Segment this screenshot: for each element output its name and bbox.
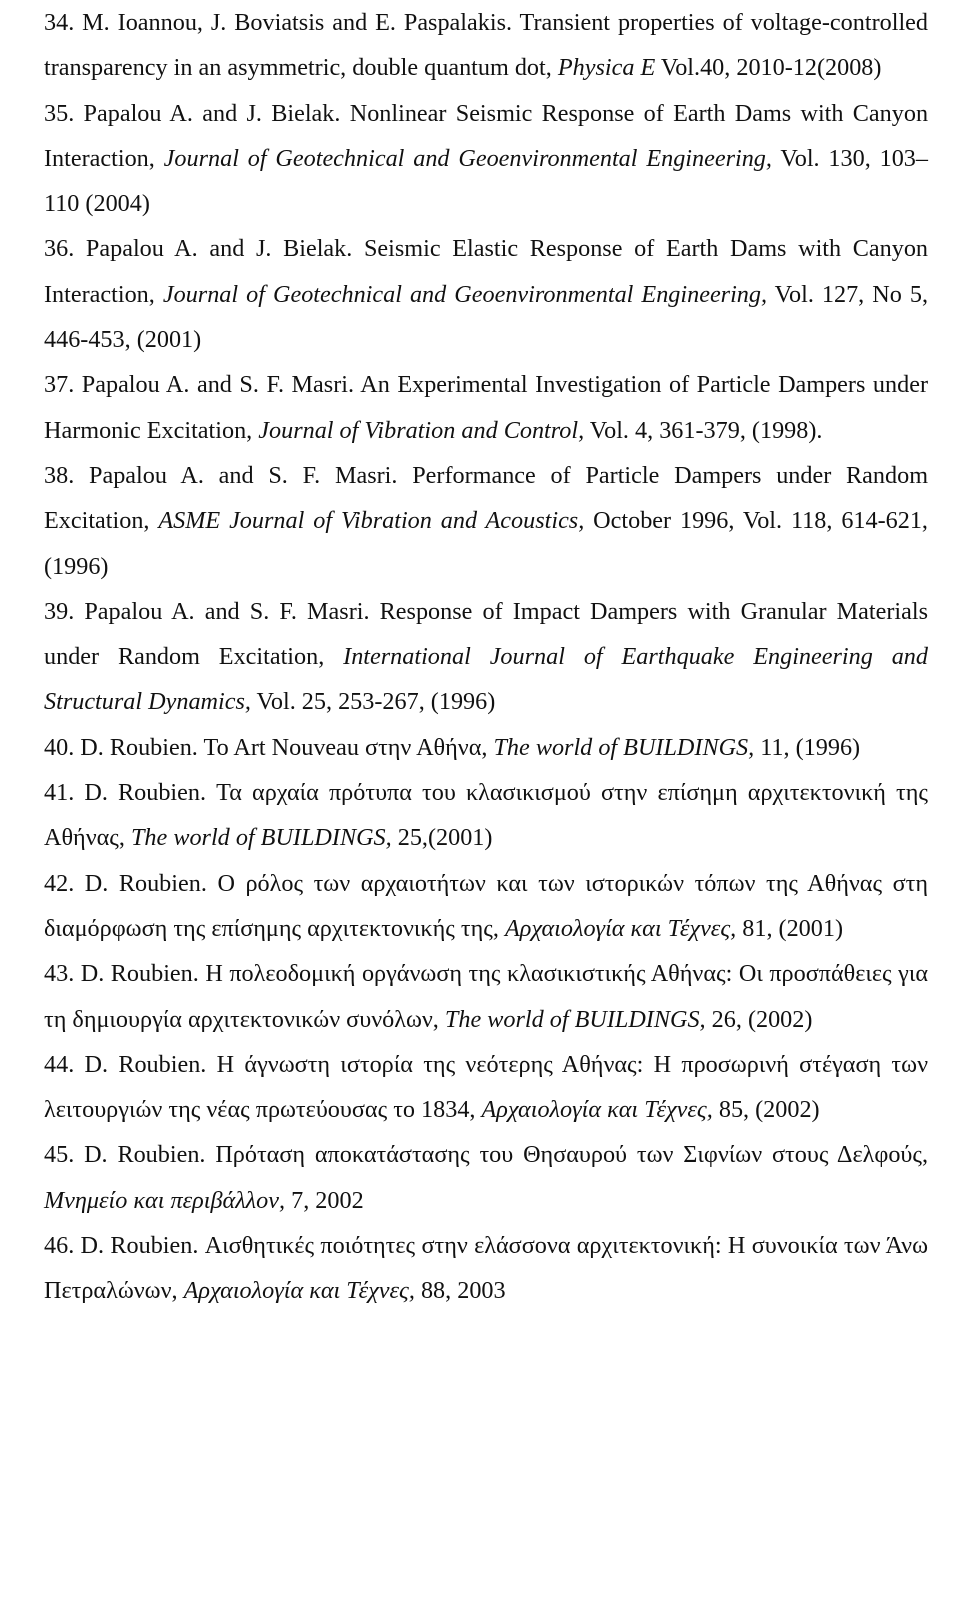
reference-text — [44, 362, 928, 453]
reference-number: 34. — [44, 9, 75, 36]
reference-number: 35. — [44, 99, 75, 127]
reference-authors: Papalou A. and S. F. Masri. — [89, 461, 398, 489]
reference-text — [44, 725, 928, 770]
reference-authors: D. Roubien. — [84, 1141, 206, 1169]
reference-journal: Journal of Geotechnical and Geoenvironmental Engineering, — [162, 280, 768, 308]
reference-number: 42. — [44, 869, 75, 897]
reference-number: 43. — [44, 960, 75, 988]
reference-entry — [44, 951, 928, 1042]
reference-title: Η πολεοδομική οργάνωση της κλασικιστικής Αθήνας: Οι προσπάθειες για τη δημιουργία αρχιτεκτονικών συνόλων, — [44, 960, 929, 1033]
reference-journal: The world of BUILDINGS, — [130, 824, 392, 852]
reference-journal: Journal of Geotechnical and Geoenvironmental Engineering, — [163, 144, 772, 172]
reference-authors: Papalou A. and J. Bielak. — [83, 99, 341, 127]
reference-text — [44, 1223, 928, 1314]
reference-number: 44. — [44, 1050, 75, 1078]
reference-number: 40. — [44, 733, 75, 761]
reference-entry — [44, 0, 928, 91]
reference-title: Nonlinear Seismic Response of Earth Dams with Canyon Interaction, — [44, 99, 929, 172]
reference-details: Vol. 25, 253-267, (1996) — [256, 688, 496, 716]
reference-number: 38. — [44, 461, 75, 489]
reference-title: Transient properties of voltage-controlled transparency in an asymmetric, double quantum dot, — [44, 9, 928, 82]
reference-text — [44, 1132, 928, 1223]
reference-entry — [44, 589, 928, 725]
reference-journal: Αρχαιολογία και Τέχνες, — [481, 1096, 713, 1124]
reference-details: 81, (2001) — [742, 914, 844, 942]
reference-number: 46. — [44, 1232, 75, 1260]
reference-text — [44, 589, 928, 725]
reference-title: Response of Impact Dampers with Granular Materials under Random Excitation, — [44, 597, 929, 671]
reference-journal: Αρχαιολογία και Τέχνες, — [183, 1277, 415, 1305]
reference-entry — [44, 1223, 928, 1314]
reference-authors: D. Roubien. — [80, 960, 199, 988]
reference-details: Vol.40, 2010-12(2008) — [660, 54, 882, 82]
reference-journal: Μνημείο και περιβάλλον, — [44, 1186, 286, 1214]
reference-title: Τα αρχαία πρότυπα του κλασικισμού στην επίσημη αρχιτεκτονική της Αθήνας, — [44, 779, 928, 852]
reference-title: Αισθητικές ποιότητες στην ελάσσονα αρχιτεκτονική: Η συνοικία των Άνω Πετραλώνων, — [44, 1232, 929, 1305]
reference-list — [44, 0, 928, 1314]
reference-text — [44, 861, 928, 952]
reference-entry — [44, 91, 928, 227]
reference-journal: International Journal of Earthquake Engineering and Structural Dynamics, — [44, 643, 928, 716]
reference-text — [44, 770, 928, 861]
reference-number: 36. — [44, 235, 75, 263]
reference-number: 37. — [44, 371, 75, 399]
reference-authors: Papalou A. and J. Bielak. — [85, 235, 353, 263]
reference-details: 26, (2002) — [711, 1005, 813, 1033]
reference-text — [44, 951, 928, 1042]
reference-details: 88, 2003 — [420, 1277, 506, 1305]
reference-journal: The world of BUILDINGS, — [444, 1005, 706, 1033]
reference-authors: Papalou A. and S. F. Masri. — [81, 371, 355, 399]
reference-entry — [44, 453, 928, 589]
reference-entry — [44, 362, 928, 453]
reference-number: 45. — [44, 1141, 75, 1169]
reference-details: Vol. 127, No 5, 446-453, (2001) — [44, 280, 928, 354]
reference-journal: ASME Journal of Vibration and Acoustics, — [158, 507, 585, 535]
reference-text — [44, 1042, 928, 1133]
reference-entry — [44, 725, 928, 770]
reference-authors: D. Roubien. — [80, 1232, 199, 1260]
reference-journal: Αρχαιολογία και Τέχνες, — [504, 914, 737, 942]
reference-title: Πρόταση αποκατάστασης του Θησαυρού των Σιφνίων στους Δελφούς, — [215, 1141, 929, 1169]
reference-entry — [44, 226, 928, 362]
reference-text — [44, 0, 928, 91]
reference-title: Seismic Elastic Response of Earth Dams with Canyon Interaction, — [44, 235, 929, 308]
reference-text — [44, 226, 928, 362]
reference-title: An Experimental Investigation of Particle Dampers under Harmonic Excitation, — [44, 371, 928, 444]
reference-authors: D. Roubien. — [84, 779, 207, 807]
reference-authors: Papalou A. and S. F. Masri. — [84, 597, 370, 625]
reference-entry — [44, 1132, 928, 1223]
reference-authors: D. Roubien. — [80, 733, 198, 761]
reference-entry — [44, 1042, 928, 1133]
reference-title: To Art Nouveau στην Αθήνα, — [203, 733, 488, 761]
reference-journal: The world of BUILDINGS, — [493, 733, 755, 761]
reference-authors: D. Roubien. — [84, 1050, 207, 1078]
reference-text — [44, 91, 928, 227]
reference-number: 39. — [44, 597, 75, 625]
reference-details: Vol. 4, 361-379, (1998). — [589, 416, 823, 444]
reference-authors: M. Ioannou, J. Boviatsis and E. Paspalakis. — [82, 9, 513, 36]
reference-details: 7, 2002 — [291, 1186, 364, 1214]
reference-number: 41. — [44, 779, 75, 807]
reference-authors: D. Roubien. — [84, 869, 207, 897]
reference-title: Ο ρόλος των αρχαιοτήτων και των ιστορικών τόπων της Αθήνας στη διαμόρφωση της επίσημης αρχιτεκτονικής της, — [44, 869, 929, 942]
reference-title: Η άγνωστη ιστορία της νεότερης Αθήνας: Η προσωρινή στέγαση των λειτουργιών της νέας πρωτεύουσας το 1834, — [44, 1050, 929, 1124]
reference-text — [44, 453, 928, 589]
reference-details: 85, (2002) — [718, 1096, 820, 1124]
reference-entry — [44, 861, 928, 952]
reference-details: 11, (1996) — [760, 733, 861, 761]
reference-details: Vol. 130, 103–110 (2004) — [44, 144, 928, 218]
reference-journal: Journal of Vibration and Control, — [258, 416, 585, 444]
reference-details: October 1996, Vol. 118, 614-621, (1996) — [44, 507, 928, 580]
reference-title: Performance of Particle Dampers under Random Excitation, — [44, 461, 929, 535]
reference-journal: Physica E — [557, 54, 656, 82]
reference-details: 25,(2001) — [397, 824, 493, 852]
reference-entry — [44, 770, 928, 861]
